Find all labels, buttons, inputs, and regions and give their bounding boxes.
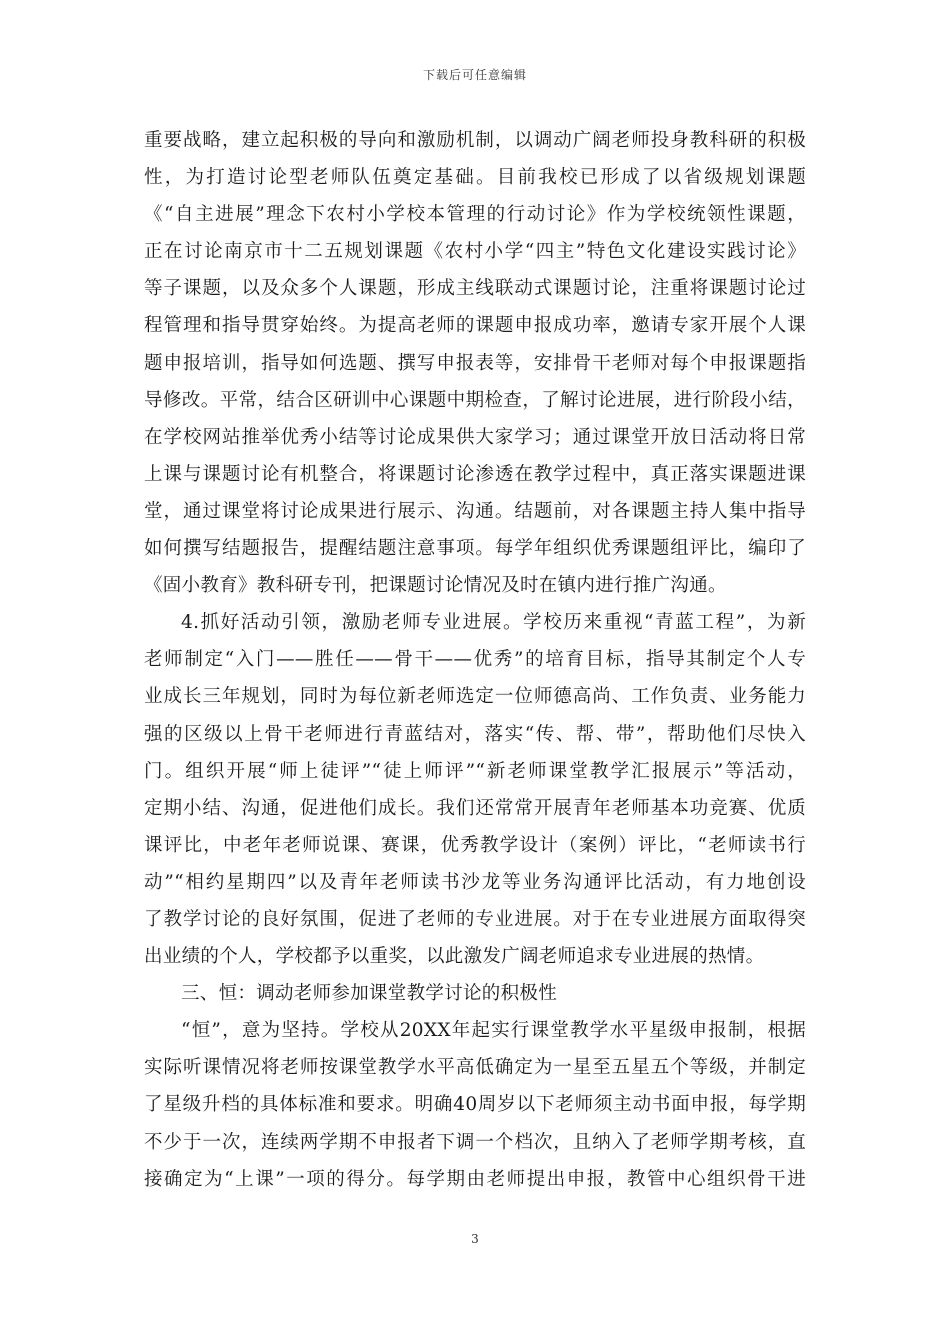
text-line: 《固小教育》教科研专刊，把课题讨论情况及时在镇内进行推广沟通。 — [144, 575, 727, 597]
text-line: 上课与课题讨论有机整合，将课题讨论渗透在教学过程中，真正落实课题进课 — [144, 463, 806, 485]
text-line: 题申报培训，指导如何选题、撰写申报表等，安排骨干老师对每个申报课题指 — [144, 352, 806, 374]
text-line: 业成长三年规划，同时为每位新老师选定一位师德高尚、工作负责、业务能力 — [144, 686, 806, 708]
text-line: 老师制定“入门——胜任——骨干——优秀”的培育目标，指导其制定个人专 — [144, 649, 806, 671]
text-line: 导修改。平常，结合区研训中心课题中期检查，了解讨论进展，进行阶段小结， — [144, 389, 806, 411]
document-body — [144, 122, 806, 1198]
text-line: “恒”，意为坚持。学校从20XX年起实行课堂教学水平星级申报制，根据 — [181, 1020, 806, 1042]
text-line: 正在讨论南京市十二五规划课题《农村小学“四主”特色文化建设实践讨论》 — [144, 241, 806, 263]
text-line: 程管理和指导贯穿始终。为提高老师的课题申报成功率，邀请专家开展个人课 — [144, 315, 806, 337]
text-line: 在学校网站推举优秀小结等讨论成果供大家学习；通过课堂开放日活动将日常 — [144, 426, 806, 448]
text-line: 定期小结、沟通，促进他们成长。我们还常常开展青年老师基本功竞赛、优质 — [144, 797, 806, 819]
text-line: 《“自主进展”理念下农村小学校本管理的行动讨论》作为学校统领性课题， — [144, 204, 806, 226]
text-line: 强的区级以上骨干老师进行青蓝结对，落实“传、帮、带”，帮助他们尽快入 — [144, 723, 806, 745]
text-line: 出业绩的个人，学校都予以重奖，以此激发广阔老师追求专业进展的热情。 — [144, 946, 765, 968]
text-line: 重要战略，建立起积极的导向和激励机制，以调动广阔老师投身教科研的积极 — [144, 130, 806, 151]
page-number: 3 — [471, 1232, 479, 1246]
text-line: 动”“相约星期四”以及青年老师读书沙龙等业务沟通评比活动，有力地创设 — [144, 871, 806, 893]
page-header: 下载后可任意编辑 — [422, 68, 527, 82]
text-line: 了教学讨论的良好氛围，促进了老师的专业进展。对于在专业进展方面取得突 — [144, 908, 806, 930]
text-line: 4.抓好活动引领，激励老师专业进展。学校历来重视“青蓝工程”，为新 — [181, 612, 806, 634]
text-line: 课评比，中老年老师说课、赛课，优秀教学设计（案例）评比，“老师读书行 — [144, 834, 806, 856]
text-line: 了星级升档的具体标准和要求。明确40周岁以下老师须主动书面申报，每学期 — [144, 1094, 806, 1116]
text-line: 不少于一次，连续两学期不申报者下调一个档次，且纳入了老师学期考核，直 — [144, 1131, 806, 1153]
section-heading: 三、恒：调动老师参加课堂教学讨论的积极性 — [181, 983, 558, 1005]
text-line: 实际听课情况将老师按课堂教学水平高低确定为一星至五星五个等级，并制定 — [144, 1057, 806, 1079]
text-line: 如何撰写结题报告，提醒结题注意事项。每学年组织优秀课题组评比，编印了 — [144, 538, 806, 560]
text-line: 堂，通过课堂将讨论成果进行展示、沟通。结题前，对各课题主持人集中指导 — [144, 500, 806, 522]
text-line: 接确定为“上课”一项的得分。每学期由老师提出申报，教管中心组织骨干进 — [144, 1168, 806, 1190]
text-line: 等子课题，以及众多个人课题，形成主线联动式课题讨论，注重将课题讨论过 — [144, 278, 806, 300]
text-line: 门。组织开展“师上徒评”“徒上师评”“新老师课堂教学汇报展示”等活动， — [144, 760, 806, 782]
text-line: 性，为打造讨论型老师队伍奠定基础。目前我校已形成了以省级规划课题 — [144, 167, 806, 189]
